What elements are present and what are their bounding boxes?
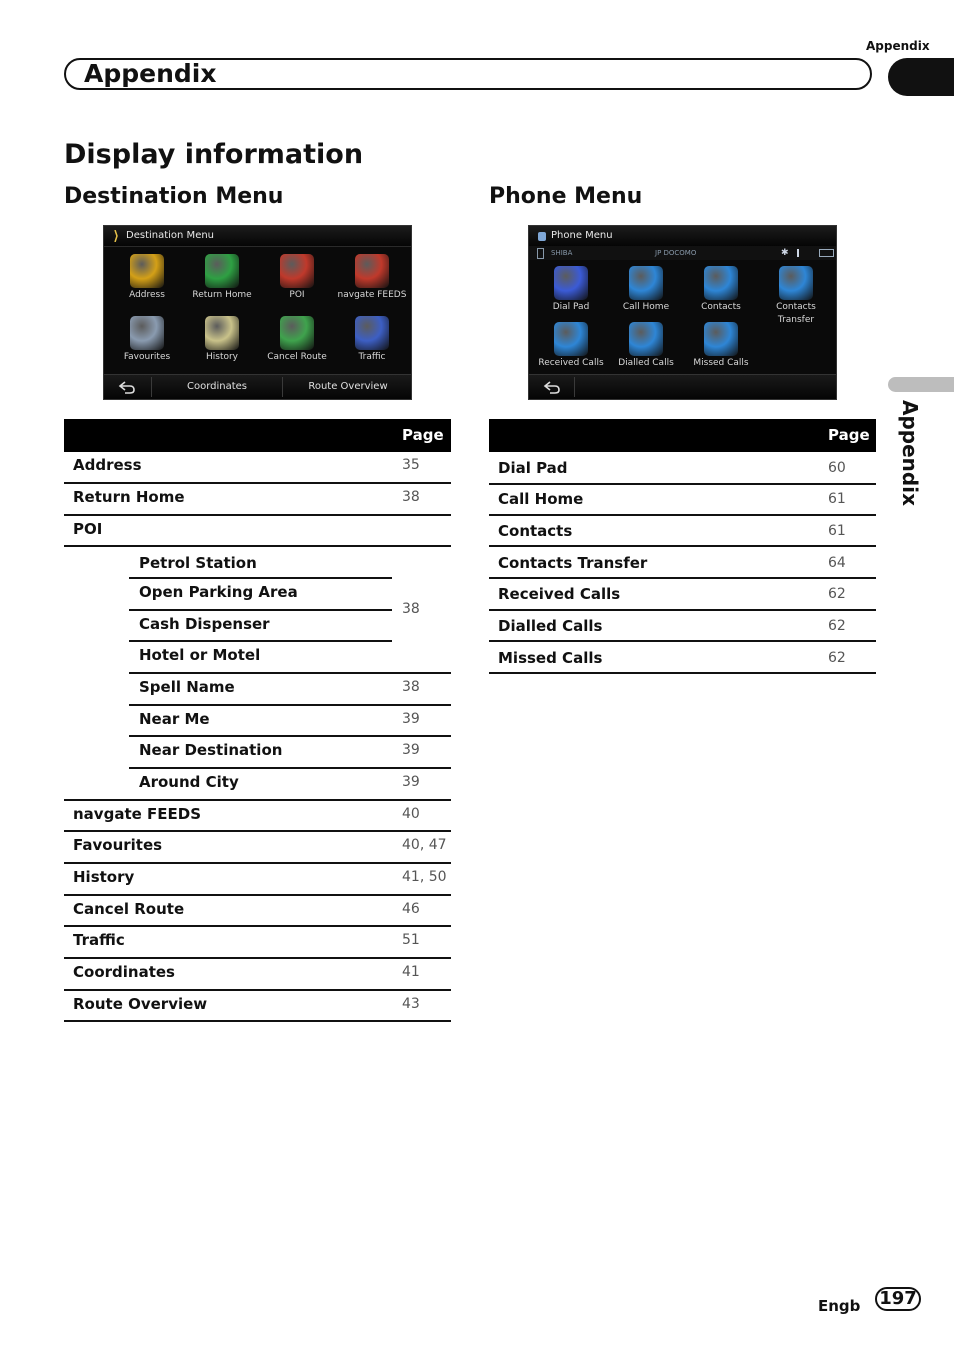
menu-item-label: Contacts	[701, 302, 741, 312]
traffic-icon	[355, 316, 389, 350]
phone-title-icon	[537, 230, 547, 242]
table-rule	[129, 672, 451, 674]
signal-icon	[797, 249, 811, 257]
table-row-label: Dialled Calls	[498, 617, 603, 635]
favourites-icon	[130, 316, 164, 350]
call-home-menu-item[interactable]	[608, 266, 684, 313]
address-icon	[130, 254, 164, 288]
received-calls-icon	[554, 322, 588, 356]
table-rule	[129, 735, 451, 737]
running-head: Appendix	[866, 39, 930, 53]
table-row-page: 38	[402, 679, 420, 695]
table-row-label: Return Home	[73, 488, 185, 506]
side-tab-marker	[888, 377, 954, 392]
table-row-label: navgate FEEDS	[73, 805, 201, 823]
page-column-header: Page	[828, 426, 870, 444]
dial-pad-menu-item[interactable]	[533, 266, 609, 313]
table-rule	[64, 989, 451, 991]
menu-item-label: Dial Pad	[552, 302, 590, 312]
table-row-page: 64	[828, 555, 846, 571]
menu-item-label: navgate FEEDS	[337, 290, 407, 300]
table-rule	[64, 957, 451, 959]
table-row-label: Coordinates	[73, 963, 175, 981]
destination-table	[64, 419, 451, 452]
contacts-transfer-menu-item[interactable]	[758, 266, 834, 326]
table-rule	[64, 482, 451, 484]
table-row-page: 62	[828, 618, 846, 634]
coordinates-button[interactable]: Coordinates	[186, 381, 248, 392]
table-row-label: Cash Dispenser	[139, 615, 270, 633]
menu-item-label: POI	[289, 290, 305, 300]
destination-screen-title: Destination Menu	[126, 230, 215, 241]
table-row-page: 39	[402, 774, 420, 790]
table-row-page: 35	[402, 457, 420, 473]
destination-screen-bottom-bar	[104, 374, 411, 399]
table-row-page: 41	[402, 964, 420, 980]
return-home-menu-item[interactable]	[184, 254, 260, 301]
return-home-icon	[205, 254, 239, 288]
contacts-icon	[704, 266, 738, 300]
contacts-menu-item[interactable]	[683, 266, 759, 313]
table-row-page: 51	[402, 932, 420, 948]
table-rule	[64, 799, 451, 801]
table-rule	[489, 672, 876, 674]
table-rule	[489, 609, 876, 611]
table-row-label: Favourites	[73, 836, 163, 854]
table-row-page: 46	[402, 901, 420, 917]
menu-item-label-line2: Transfer	[777, 315, 815, 325]
table-row-page: 62	[828, 586, 846, 602]
destination-screen-titlebar	[104, 226, 411, 247]
table-rule	[129, 640, 392, 642]
phone-screen-title: Phone Menu	[551, 230, 613, 241]
table-row-label: Address	[73, 456, 142, 474]
table-row-page: 41, 50	[402, 869, 447, 885]
table-row-label: Cancel Route	[73, 900, 185, 918]
destination-flag-icon	[112, 230, 122, 242]
table-rule	[129, 704, 451, 706]
table-row-label: Hotel or Motel	[139, 646, 261, 664]
navgate-feeds-icon	[355, 254, 389, 288]
destination-menu-heading: Destination Menu	[64, 184, 284, 209]
table-row-page: 40, 47	[402, 837, 447, 853]
phone-table	[489, 419, 876, 452]
table-row-page: 40	[402, 806, 420, 822]
table-row-label: Petrol Station	[139, 554, 257, 572]
table-row-page: 61	[828, 491, 846, 507]
table-row-label: Received Calls	[498, 585, 621, 603]
table-row-page: 61	[828, 523, 846, 539]
page-column-header: Page	[402, 426, 444, 444]
table-row-page: 62	[828, 650, 846, 666]
table-rule	[489, 577, 876, 579]
side-tab-label: Appendix	[898, 400, 922, 506]
table-row-label: Missed Calls	[498, 649, 603, 667]
poi-menu-item[interactable]	[259, 254, 335, 301]
menu-item-label: Dialled Calls	[618, 358, 674, 368]
route-overview-button[interactable]: Route Overview	[308, 381, 388, 392]
footer-language: Engb	[818, 1297, 861, 1315]
table-row-label: Contacts Transfer	[498, 554, 648, 572]
navgate-feeds-menu-item[interactable]	[334, 254, 410, 301]
table-row-label: Near Destination	[139, 741, 283, 759]
table-rule	[489, 545, 876, 547]
table-rule	[64, 925, 451, 927]
traffic-menu-item[interactable]	[334, 316, 410, 363]
phone-screen-bottom-bar	[529, 374, 836, 399]
table-rule	[129, 609, 392, 611]
history-icon	[205, 316, 239, 350]
phone-table-header	[489, 419, 876, 452]
destination-menu-screenshot	[103, 225, 412, 400]
history-menu-item[interactable]	[184, 316, 260, 363]
phone-menu-heading: Phone Menu	[489, 184, 643, 209]
table-rule	[64, 830, 451, 832]
table-row-label: History	[73, 868, 135, 886]
menu-item-label: History	[205, 352, 239, 362]
cancel-route-menu-item[interactable]	[259, 316, 335, 363]
phone-carrier: JP DOCOMO	[655, 249, 697, 257]
address-menu-item[interactable]	[109, 254, 185, 301]
menu-item-label: Missed Calls	[693, 358, 749, 368]
back-arrow-icon[interactable]	[118, 380, 136, 394]
dial-pad-icon	[554, 266, 588, 300]
menu-item-label: Call Home	[622, 302, 670, 312]
table-rule	[64, 514, 451, 516]
menu-item-label: Favourites	[123, 352, 171, 362]
table-rule	[489, 483, 876, 485]
phone-status-row	[529, 246, 836, 260]
table-row-label: POI	[73, 520, 103, 538]
table-row-page: 38	[402, 489, 420, 505]
dialled-calls-menu-item[interactable]	[608, 322, 684, 369]
table-row-label: Traffic	[73, 931, 125, 949]
table-row-label: Spell Name	[139, 678, 235, 696]
phone-device-icon	[537, 248, 544, 259]
back-arrow-icon[interactable]	[543, 380, 561, 394]
table-row-page: 39	[402, 742, 420, 758]
poi-icon	[280, 254, 314, 288]
table-row-page: 60	[828, 460, 846, 476]
phone-device-name: SHIBA	[551, 249, 573, 257]
table-rule	[64, 1020, 451, 1022]
table-rule	[489, 514, 876, 516]
menu-item-label: Address	[129, 290, 165, 300]
menu-item-label: Cancel Route	[267, 352, 327, 362]
section-title: Appendix	[84, 59, 217, 88]
table-rule	[64, 894, 451, 896]
destination-table-header	[64, 419, 451, 452]
missed-calls-menu-item[interactable]	[683, 322, 759, 369]
menu-item-label: Return Home	[192, 290, 252, 300]
call-home-icon	[629, 266, 663, 300]
table-row-label: Contacts	[498, 522, 573, 540]
menu-item-label: Received Calls	[538, 358, 604, 368]
battery-icon	[819, 249, 834, 257]
table-rule	[129, 577, 392, 579]
table-rule	[489, 640, 876, 642]
table-row-label: Dial Pad	[498, 459, 568, 477]
cancel-route-icon	[280, 316, 314, 350]
received-calls-menu-item[interactable]	[533, 322, 609, 369]
table-rule	[129, 767, 451, 769]
menu-item-label: Contacts	[776, 302, 816, 312]
bluetooth-icon: ✱	[781, 248, 789, 258]
table-rule	[64, 862, 451, 864]
table-rule	[64, 545, 451, 547]
page-title: Display information	[64, 139, 364, 170]
table-row-page: 43	[402, 996, 420, 1012]
phone-screen-titlebar	[529, 226, 836, 247]
table-row-label: Around City	[139, 773, 239, 791]
table-row-page: 39	[402, 711, 420, 727]
contacts-transfer-icon	[779, 266, 813, 300]
phone-menu-screenshot	[528, 225, 837, 400]
dialled-calls-icon	[629, 322, 663, 356]
missed-calls-icon	[704, 322, 738, 356]
favourites-menu-item[interactable]	[109, 316, 185, 363]
table-row-label: Open Parking Area	[139, 583, 298, 601]
section-tab-marker	[888, 58, 954, 96]
menu-item-label: Traffic	[358, 352, 386, 362]
table-row-page: 38	[402, 601, 420, 617]
table-row-label: Route Overview	[73, 995, 208, 1013]
page-number: 197	[875, 1287, 921, 1311]
table-row-label: Near Me	[139, 710, 210, 728]
table-row-label: Call Home	[498, 490, 584, 508]
